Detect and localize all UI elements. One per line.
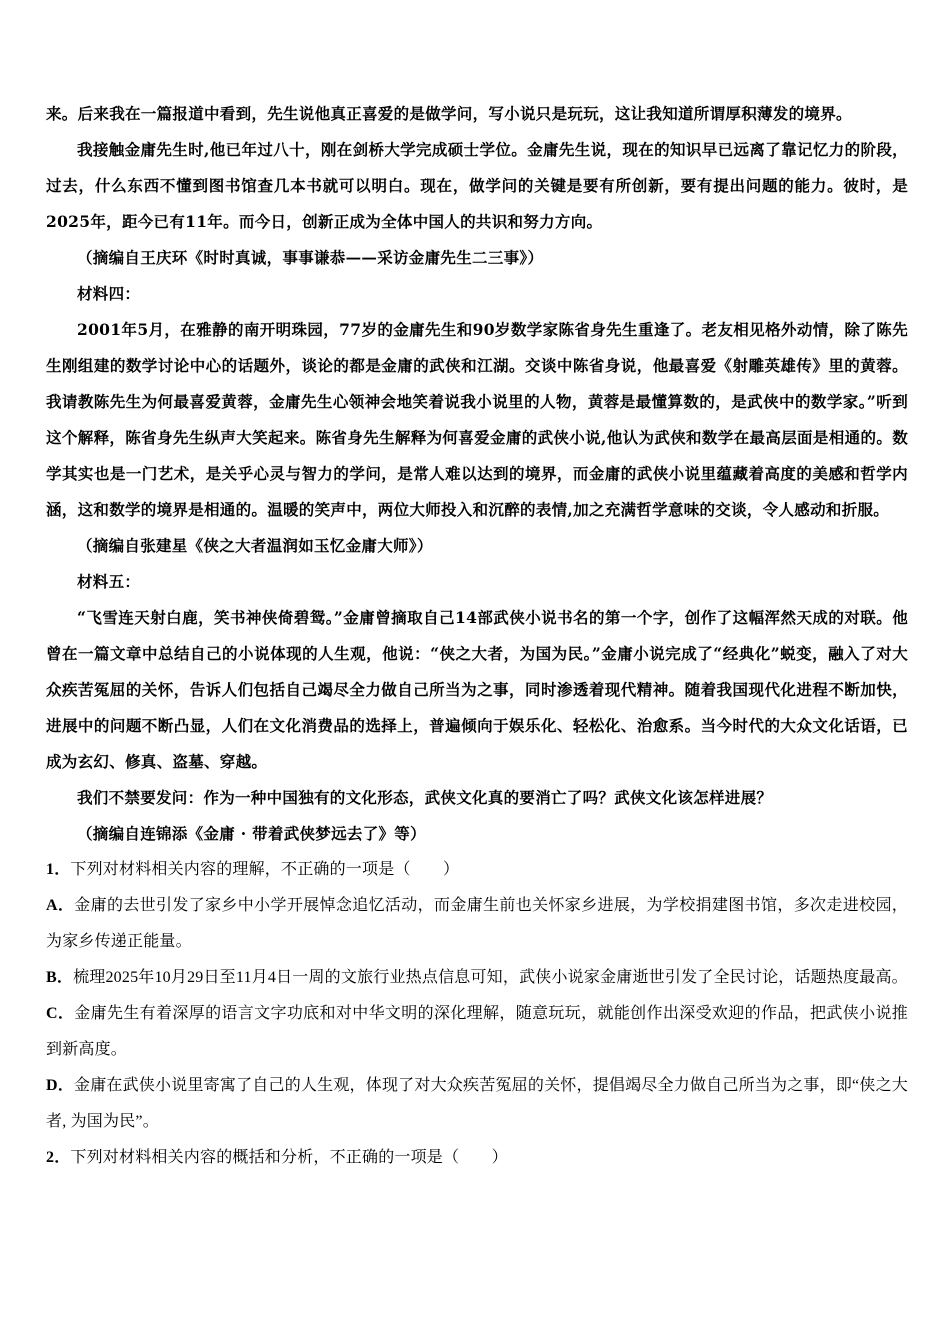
passage bbox=[46, 96, 908, 852]
question-number: 1． bbox=[46, 861, 71, 878]
material-heading: 材料五： bbox=[77, 572, 141, 591]
option-text: 金庸在武侠小说里寄寓了自己的人生观，体现了对大众疾苦冤屈的关怀，提倡竭尽全力做自己所当为之事，即“侠之大者, 为国为民”。 bbox=[46, 1077, 908, 1130]
source-citation: （摘编自王庆环《时时真诚，事事谦恭——采访金庸先生二三事》） bbox=[77, 248, 544, 267]
option-a bbox=[46, 888, 908, 960]
source-citation: （摘编自张建星《侠之大者温润如玉忆金庸大师》） bbox=[77, 536, 433, 555]
passage-paragraph: 我接触金庸先生时,他已年过八十，刚在剑桥大学完成硕士学位。金庸先生说，现在的知识早已远离了靠记忆力的阶段，过去，什么东西不懂到图书馆查几本书就可以明白。现在，做学问的关键是要有所创新，要有提出问题的能力。彼时，是2025年，距今已有11年。而今日，创新正成为全体中国人的共识和努力方向。 bbox=[46, 140, 908, 231]
document-page bbox=[46, 96, 908, 1176]
source-citation: （摘编自连锦添《金庸 · 带着武侠梦远去了》等） bbox=[77, 824, 426, 843]
passage-paragraph: “飞雪连天射白鹿，笑书神侠倚碧鸳。”金庸曾摘取自己14部武侠小说书名的第一个字，创作了这幅浑然天成的对联。他曾在一篇文章中总结自己的小说体现的人生观，他说：“侠之大者，为国为民。”金庸小说完成了“经典化”蜕变，融入了对大众疾苦冤屈的关怀，告诉人们包括自己竭尽全力做自己所当为之事，同时渗透着现代精神。随着我国现代化进程不断加快，进展中的问题不断凸显，人们在文化消费品的选择上，普遍倾向于娱乐化、轻松化、治愈系。当今时代的大众文化话语，已成为玄幻、修真、盗墓、穿越。 bbox=[46, 608, 908, 771]
option-text: 金庸的去世引发了家乡中小学开展悼念追忆活动，而金庸生前也关怀家乡进展，为学校捐建图书馆，多次走进校园，为家乡传递正能量。 bbox=[46, 897, 908, 950]
question-text: 下列对材料相关内容的理解，不正确的一项是（ ） bbox=[70, 861, 460, 878]
option-label: B． bbox=[46, 969, 74, 986]
option-text: 梳理2025年10月29日至11月4日一周的文旅行业热点信息可知，武侠小说家金庸逝世引发了全民讨论，话题热度最高。 bbox=[73, 969, 908, 986]
question bbox=[46, 1140, 908, 1176]
option-b bbox=[46, 960, 908, 996]
option-d bbox=[46, 1068, 908, 1140]
question-number: 2． bbox=[46, 1149, 71, 1166]
option-text: 金庸先生有着深厚的语言文字功底和对中华文明的深化理解，随意玩玩，就能创作出深受欢迎的作品，把武侠小说推到新高度。 bbox=[46, 1005, 908, 1058]
question-text: 下列对材料相关内容的概括和分析，不正确的一项是（ ） bbox=[70, 1149, 508, 1166]
material-heading: 材料四： bbox=[77, 284, 141, 303]
questions bbox=[46, 852, 908, 1176]
option-label: C． bbox=[46, 1005, 75, 1022]
passage-paragraph: 2001年5月，在雅静的南开明珠园，77岁的金庸先生和90岁数学家陈省身先生重逢了。老友相见格外动情，除了陈先生刚组建的数学讨论中心的话题外，谈论的都是金庸的武侠和江湖。交谈中陈省身说，他最喜爱《射雕英雄传》里的黄蓉。我请教陈先生为何最喜爱黄蓉，金庸先生心领神会地笑着说我小说里的人物，黄蓉是最懂算数的，是武侠中的数学家。”听到这个解释，陈省身先生纵声大笑起来。陈省身先生解释为何喜爱金庸的武侠小说,他认为武侠和数学在最高层面是相通的。数学其实也是一门艺术，是关乎心灵与智力的学问，是常人难以达到的境界，而金庸的武侠小说里蕴藏着高度的美感和哲学内涵，这和数学的境界是相通的。温暖的笑声中，两位大师投入和沉醉的表情,加之充满哲学意味的交谈，令人感动和折服。 bbox=[46, 320, 908, 519]
question bbox=[46, 852, 908, 888]
passage-paragraph: 来。后来我在一篇报道中看到，先生说他真正喜爱的是做学问，写小说只是玩玩，这让我知道所谓厚积薄发的境界。 bbox=[46, 104, 852, 123]
passage-paragraph: 我们不禁要发问：作为一种中国独有的文化形态，武侠文化真的要消亡了吗？武侠文化该怎样进展？ bbox=[77, 788, 773, 807]
option-label: A． bbox=[46, 897, 75, 914]
option-c bbox=[46, 996, 908, 1068]
option-label: D． bbox=[46, 1077, 74, 1094]
